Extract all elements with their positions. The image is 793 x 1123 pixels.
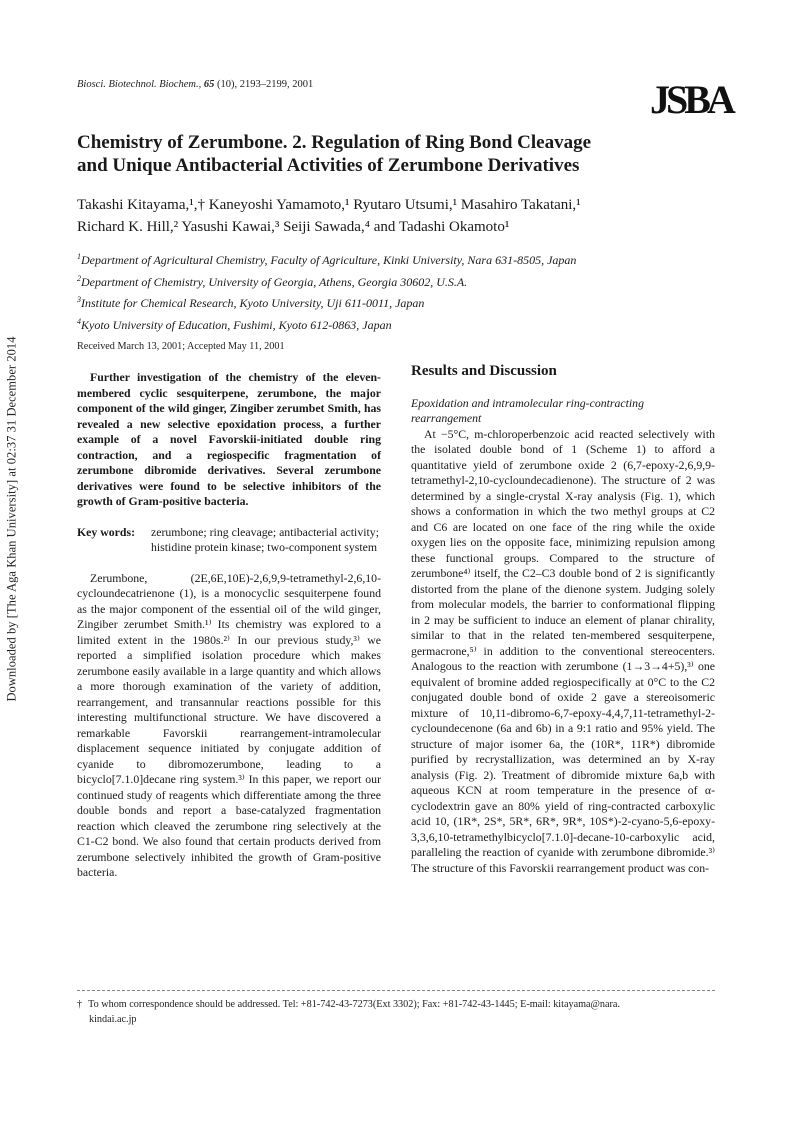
authors-line-1: Takashi Kitayama,¹,† Kaneyoshi Yamamoto,¹ Ryutaro Utsumi,¹ Masahiro Takatani,¹ bbox=[77, 197, 581, 213]
jsba-logo-icon bbox=[650, 77, 732, 122]
left-column bbox=[77, 370, 381, 881]
journal-name: Biosci. Biotechnol. Biochem., bbox=[77, 79, 202, 90]
download-watermark-text: Downloaded by [The Aga Khan University] at 02:37 31 December 2014 bbox=[4, 336, 19, 702]
footnote-line-2: kindai.ac.jp bbox=[89, 1014, 137, 1025]
affiliation-4: $^4$Kyoto University of Education, Fushimi, Kyoto 612-0863, Japan bbox=[77, 316, 392, 332]
keywords-label: Key words: bbox=[77, 524, 135, 539]
right-column bbox=[411, 364, 715, 876]
results-paragraph: At −5°C, m-chloroperbenzoic acid reacted selectively with the isolated double bond of 1 (Scheme 1) to afford a quantitative yield of zerumbone oxide 2 (6,7-epoxy-2,6,9,9-tetramethyl-2,10-cycloundecadienone). The structure of 2 was determined by a single-crystal X-ray analysis (Fig. 1), which shows a conformation in which the two methyl groups at C2 and C6 are located on one face of the ring while the oxide oxygen lies on the opposite face, minimizing repulsion among these functional groups. Compared to the structure of zerumbone⁴⁾ itself, the C2–C3 double bond of 2 is significantly distorted from the plane of the dienone system. Judging solely from molecular models, the barrier to conformational flipping in 2 may be sufficient to induce an element of planar chirality, similar to that in the related ten-membered sesquiterpene, germacrone,⁵⁾ in addition to the conventional stereocenters. Analogous to the reaction with zerumbone (1→3→4+5),³⁾ one equivalent of bromine added regiospecifically at 0°C to the C2 conjugated double bond of oxide 2 gave a stereoisomeric mixture of 10,11-dibromo-6,7-epoxy-4,4,7,11-tetramethyl-2-cycloundecenone (6a and 6b) in a 9:1 ratio and 95% yield. The structure of major isomer 6a, the (10R*, 11R*) dibromide purified by recrystallization, was determined an by X-ray analysis (Fig. 2). Treatment of dibromide mixture 6a,b with aqueous KCN at room temperature in the presence of α-cyclodextrin gave an 80% yield of ring-contracted carboxylic acid 10, (1R*, 2S*, 5R*, 6R*, 9R*, 10S*)-2-cyano-5,6-epoxy-3,3,6,10-tetramethylbicyclo[7.1.0]-decane-10-carboxylic acid, paralleling the reaction of cyanide with zerumbone dibromide.³⁾ The structure of this Favorskii rearrangement product was con- bbox=[411, 426, 715, 875]
journal-citation bbox=[77, 79, 313, 90]
affiliation-3: $^3$Institute for Chemical Research, Kyoto University, Uji 611-0011, Japan bbox=[77, 295, 425, 311]
footnote-mark: † bbox=[77, 999, 83, 1010]
results-heading: Results and Discussion bbox=[411, 363, 557, 379]
journal-issue-pages: (10), 2193–2199, 2001 bbox=[216, 79, 314, 90]
affiliation-list bbox=[77, 248, 757, 334]
title-line-2: and Unique Antibacterial Activities of Zerumbone Derivatives bbox=[77, 155, 580, 176]
epoxidation-subheading: Epoxidation and intramolecular ring-contracting rearrangement bbox=[411, 395, 644, 425]
article-title bbox=[77, 131, 737, 177]
keywords-text: zerumbone; ring cleavage; antibacterial activity; histidine protein kinase; two-component system bbox=[151, 524, 379, 554]
footnote-line-1: To whom correspondence should be addressed. Tel: +81-742-43-7273(Ext 3302); Fax: +81-742-43-1445; E-mail: kitayama@nara. bbox=[88, 999, 620, 1010]
introduction-paragraph: Zerumbone, (2E,6E,10E)-2,6,9,9-tetramethyl-2,6,10-cycloundecatrienone (1), is a monocyclic sesquiterpene found as the major component of the essential oil of the wild ginger, Zingiber zerumbet Smith.¹⁾ Its chemistry was explored to a limited extent in the 1980s.²⁾ In our previous study,³⁾ we reported a simplified isolation procedure which makes zerumbone easily available in a large quantity and which allows a more thorough examination of the variety of addition, rearrangement, and transannular reactions possible for this interesting multifunctional structure. We have discovered a remarkable Favorskii rearrangement-intramolecular displacement sequence initiated by conjugate addition of cyanide to dibromozerumbone, leading to a bicyclo[7.1.0]decane ring system.³⁾ In this paper, we report our continued study of reagents which differentiate among the three double bonds and report a base-catalyzed fragmentation reaction which cleaved the zerumbone ring selectively at the C1-C2 bond. We also found that certain products derived from zerumbone selectively inhibited the growth of Gram-positive bacteria. bbox=[77, 570, 381, 879]
authors-line-2: Richard K. Hill,² Yasushi Kawai,³ Seiji Sawada,⁴ and Tadashi Okamoto¹ bbox=[77, 219, 510, 235]
correspondence-footnote bbox=[77, 997, 717, 1027]
journal-volume: 65 bbox=[203, 79, 215, 90]
received-dates: Received March 13, 2001; Accepted May 11, 2001 bbox=[77, 341, 285, 352]
download-watermark bbox=[2, 336, 22, 702]
keywords bbox=[77, 525, 381, 556]
affiliation-2: $^2$Department of Chemistry, University of Georgia, Athens, Georgia 30602, U.S.A. bbox=[77, 273, 468, 289]
affiliation-1: $^1$Department of Agricultural Chemistry, Faculty of Agriculture, Kinki University, Nara 631-8505, Japan bbox=[77, 252, 577, 267]
footnote-divider bbox=[77, 990, 715, 991]
logo-text: JSBA bbox=[650, 77, 732, 122]
title-line-1: Chemistry of Zerumbone. 2. Regulation of Ring Bond Cleavage bbox=[77, 132, 592, 153]
author-list bbox=[77, 194, 737, 238]
abstract: Further investigation of the chemistry of the eleven-membered cyclic sesquiterpene, zerumbone, the major component of the wild ginger, Zingiber zerumbet Smith, has revealed a new selective epoxidation process, a further example of a novel Favorskii-initiated double ring contraction, and a regiospecific fragmentation of zerumbone dibromide derivatives. Several zerumbone derivatives were found to be selective inhibitors of the growth of Gram-positive bacteria. bbox=[77, 370, 381, 508]
